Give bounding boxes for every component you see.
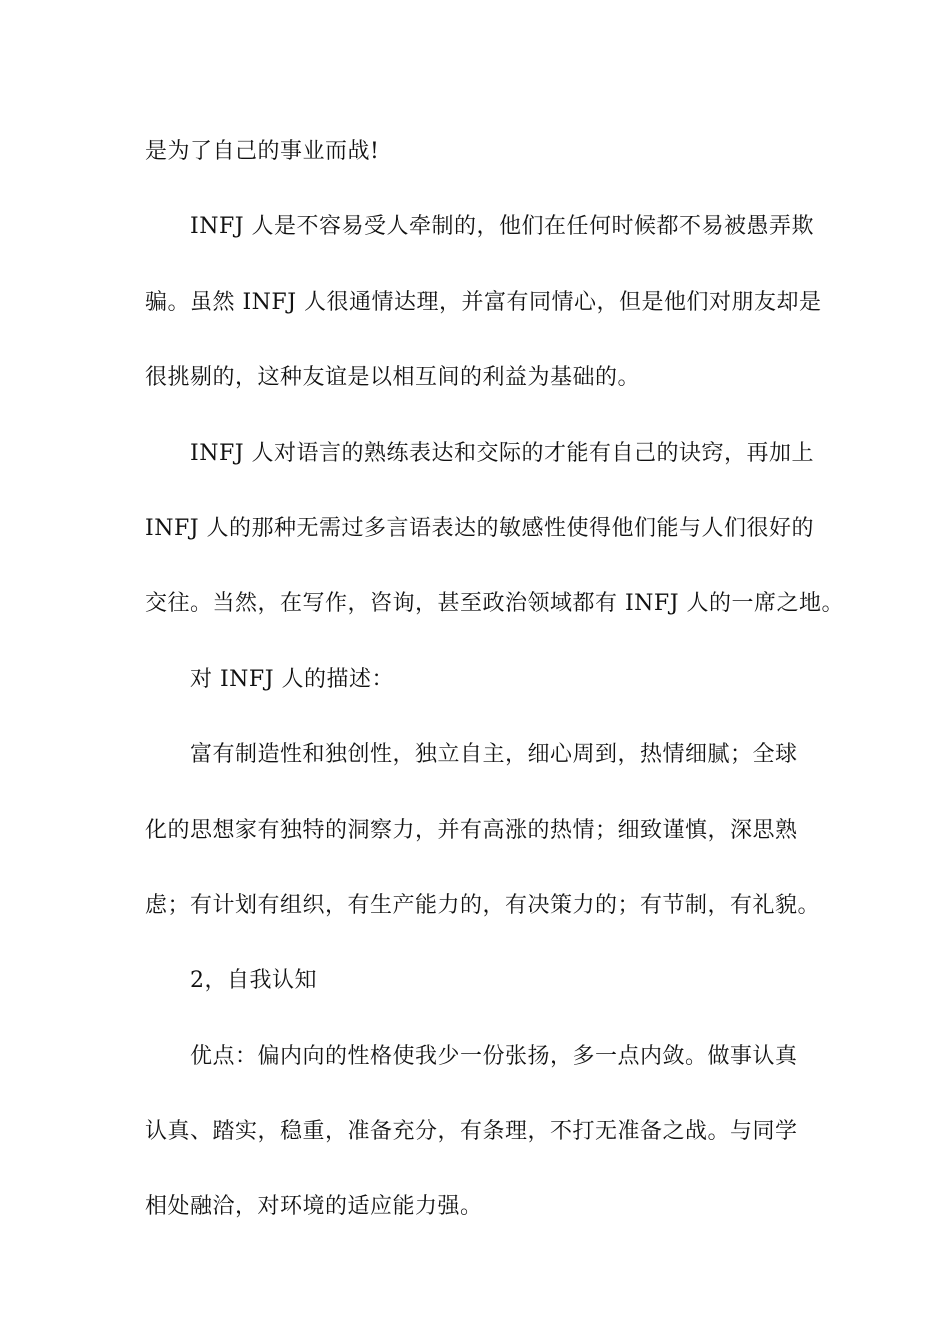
paragraph-infj-language: INFJ 人对语言的熟练表达和交际的才能有自己的诀窍，再加上 [190, 440, 815, 466]
text-line-4: 很挑剔的，这种友谊是以相互间的利益为基础的。 [145, 365, 641, 391]
text-line-11: 虑；有计划有组织，有生产能力的，有决策力的；有节制，有礼貌。 [145, 892, 821, 918]
paragraph-infj-start: INFJ 人是不容易受人牵制的，他们在任何时候都不易被愚弄欺 [190, 214, 815, 240]
document-body [145, 114, 845, 1245]
text-line-14: 认真、踏实，稳重，准备充分，有条理，不打无准备之战。与同学 [145, 1119, 798, 1145]
paragraph-strengths: 优点：偏内向的性格使我少一份张扬，多一点内敛。做事认真 [190, 1043, 798, 1069]
section-heading-self-awareness: 2，自我认知 [190, 968, 317, 994]
paragraph-description: 富有制造性和独创性，独立自主，细心周到，热情细腻；全球 [190, 742, 798, 768]
text-line-3: 骗。虽然 INFJ 人很通情达理，并富有同情心，但是他们对朋友却是 [145, 289, 822, 315]
heading-infj-description: 对 INFJ 人的描述： [190, 666, 395, 692]
text-line-1: 是为了自己的事业而战! [145, 139, 380, 164]
text-line-6: INFJ 人的那种无需过多言语表达的敏感性使得他们能与人们很好的 [145, 515, 815, 541]
text-line-7: 交往。当然，在写作，咨询，甚至政治领域都有 INFJ 人的一席之地。 [145, 591, 845, 617]
text-line-10: 化的思想家有独特的洞察力，并有高涨的热情；细致谨慎，深思熟 [145, 817, 798, 843]
text-line-15: 相处融洽，对环境的适应能力强。 [145, 1194, 483, 1220]
